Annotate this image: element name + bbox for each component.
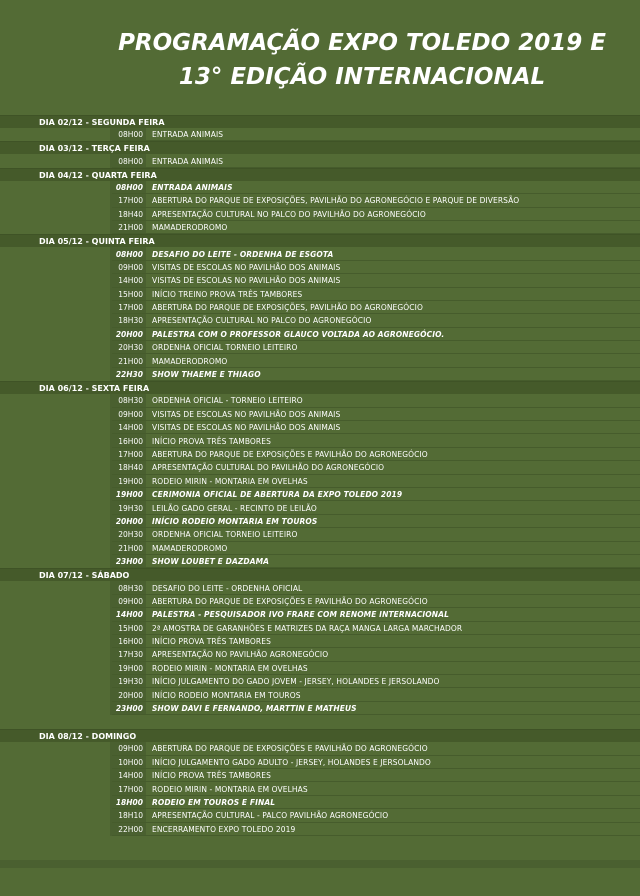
- time-cell: [0, 823, 150, 836]
- footer-bar: [0, 860, 640, 868]
- schedule-row: [0, 662, 640, 675]
- event-time: 18H40: [110, 208, 146, 221]
- time-cell: [0, 368, 150, 381]
- event-time: 14H00: [110, 421, 146, 434]
- event-text: INÍCIO PROVA TRÊS TAMBORES: [152, 637, 271, 647]
- time-cell: [0, 622, 150, 635]
- event-time: 14H00: [110, 769, 146, 782]
- schedule-row: [0, 542, 640, 555]
- event-text: MAMADERODROMO: [152, 223, 228, 233]
- time-cell: [0, 635, 150, 648]
- event-text: ORDENHA OFICIAL TORNEIO LEITEIRO: [152, 530, 298, 540]
- event-time: 17H00: [110, 194, 146, 207]
- time-cell: [0, 221, 150, 234]
- event-text: PALESTRA COM O PROFESSOR GLAUCO VOLTADA AO AGRONEGÓCIO.: [152, 329, 445, 339]
- event-text: APRESENTAÇÃO CULTURAL NO PALCO DO PAVILHÃO DO AGRONEGÓCIO: [152, 209, 426, 219]
- event-time: 08H00: [110, 181, 146, 194]
- schedule-row: [0, 368, 640, 381]
- event-text: MAMADERODROMO: [152, 356, 228, 366]
- time-cell: [0, 662, 150, 675]
- time-cell: [0, 528, 150, 541]
- event-time: 21H00: [110, 354, 146, 367]
- event-time: 16H00: [110, 434, 146, 447]
- schedule-row: [0, 288, 640, 301]
- title-line-2: 13° EDIÇÃO INTERNACIONAL: [178, 64, 546, 90]
- event-time: 21H00: [110, 542, 146, 555]
- time-cell: [0, 434, 150, 447]
- time-cell: [0, 394, 150, 407]
- event-text: CERIMONIA OFICIAL DE ABERTURA DA EXPO TOLEDO 2019: [152, 490, 403, 500]
- time-cell: [0, 488, 150, 501]
- event-time: 19H00: [110, 475, 146, 488]
- schedule-row: [0, 742, 640, 755]
- schedule-row: [0, 528, 640, 541]
- event-text: ABERTURA DO PARQUE DE EXPOSIÇÕES, PAVILHÃO DO AGRONEGÓCIO: [152, 303, 423, 313]
- event-time: 20H30: [110, 341, 146, 354]
- event-time: 17H00: [110, 301, 146, 314]
- time-cell: [0, 354, 150, 367]
- event-text: ABERTURA DO PARQUE DE EXPOSIÇÕES E PAVILHÃO DO AGRONEGÓCIO: [152, 596, 428, 606]
- day-header: DIA 07/12 - SÁBADO: [0, 568, 640, 581]
- event-text: DESAFIO DO LEITE - ORDENHA DE ESGOTA: [152, 249, 334, 259]
- event-text: 2ª AMOSTRA DE GARANHÕES E MATRIZES DA RAÇA MANGA LARGA MARCHADOR: [152, 623, 463, 633]
- event-time: 08H00: [110, 247, 146, 260]
- event-text: VISITAS DE ESCOLAS NO PAVILHÃO DOS ANIMAIS: [152, 423, 341, 433]
- schedule-row: [0, 261, 640, 274]
- schedule-row: [0, 675, 640, 688]
- event-text: RODEIO EM TOUROS E FINAL: [152, 797, 276, 807]
- event-time: 08H30: [110, 581, 146, 594]
- time-cell: [0, 461, 150, 474]
- schedule-row: [0, 341, 640, 354]
- time-cell: [0, 769, 150, 782]
- event-text: RODEIO MIRIN - MONTARIA EM OVELHAS: [152, 476, 308, 486]
- time-cell: [0, 154, 150, 167]
- schedule-row: [0, 247, 640, 260]
- schedule-row: [0, 221, 640, 234]
- event-text: INÍCIO RODEIO MONTARIA EM TOUROS: [152, 516, 318, 526]
- event-time: 23H00: [110, 555, 146, 568]
- event-text: VISITAS DE ESCOLAS NO PAVILHÃO DOS ANIMAIS: [152, 262, 341, 272]
- event-time: 08H00: [110, 154, 146, 167]
- event-text: SHOW LOUBET E DAZDAMA: [152, 557, 270, 567]
- event-time: 17H00: [110, 448, 146, 461]
- event-text: LEILÃO GADO GERAL - RECINTO DE LEILÃO: [152, 503, 317, 513]
- schedule-row: [0, 608, 640, 621]
- time-cell: [0, 581, 150, 594]
- event-time: 10H00: [110, 756, 146, 769]
- day-spacer: [0, 715, 640, 729]
- event-text: ENTRADA ANIMAIS: [152, 182, 233, 192]
- event-time: 22H00: [110, 823, 146, 836]
- time-cell: [0, 608, 150, 621]
- time-cell: [0, 328, 150, 341]
- event-time: 19H30: [110, 675, 146, 688]
- event-text: ORDENHA OFICIAL TORNEIO LEITEIRO: [152, 343, 298, 353]
- schedule-row: [0, 328, 640, 341]
- event-time: 17H30: [110, 648, 146, 661]
- schedule-row: [0, 823, 640, 836]
- time-cell: [0, 756, 150, 769]
- event-time: 15H00: [110, 622, 146, 635]
- event-text: ENCERRAMENTO EXPO TOLEDO 2019: [152, 824, 296, 834]
- time-cell: [0, 448, 150, 461]
- schedule-row: [0, 421, 640, 434]
- schedule-row: [0, 648, 640, 661]
- schedule-row: [0, 796, 640, 809]
- event-time: 22H30: [110, 368, 146, 381]
- schedule-row: [0, 756, 640, 769]
- time-cell: [0, 301, 150, 314]
- event-text: SHOW DAVI E FERNANDO, MARTTIN E MATHEUS: [152, 704, 357, 714]
- event-text: RODEIO MIRIN - MONTARIA EM OVELHAS: [152, 784, 308, 794]
- schedule-row: [0, 301, 640, 314]
- schedule-row: [0, 128, 640, 141]
- day-header: DIA 06/12 - SEXTA FEIRA: [0, 381, 640, 394]
- event-time: 20H00: [110, 688, 146, 701]
- event-text: INÍCIO PROVA TRÊS TAMBORES: [152, 436, 271, 446]
- schedule-row: [0, 515, 640, 528]
- schedule-row: [0, 501, 640, 514]
- schedule-row: [0, 635, 640, 648]
- event-text: APRESENTAÇÃO CULTURAL - PALCO PAVILHÃO AGRONEGÓCIO: [152, 811, 389, 821]
- page-title: [0, 26, 640, 94]
- event-time: 09H00: [110, 595, 146, 608]
- time-cell: [0, 421, 150, 434]
- schedule-row: [0, 461, 640, 474]
- time-cell: [0, 181, 150, 194]
- event-text: ABERTURA DO PARQUE DE EXPOSIÇÕES E PAVILHÃO DO AGRONEGÓCIO: [152, 450, 428, 459]
- event-time: 20H00: [110, 515, 146, 528]
- time-cell: [0, 408, 150, 421]
- event-text: RODEIO MIRIN - MONTARIA EM OVELHAS: [152, 663, 308, 673]
- schedule-row: [0, 555, 640, 568]
- schedule-row: [0, 622, 640, 635]
- event-text: ENTRADA ANIMAIS: [152, 156, 224, 166]
- schedule-row: [0, 782, 640, 795]
- title-line-1: PROGRAMAÇÃO EXPO TOLEDO 2019 E: [118, 30, 606, 56]
- event-text: INÍCIO PROVA TRÊS TAMBORES: [152, 771, 271, 781]
- schedule-row: [0, 475, 640, 488]
- event-text: VISITAS DE ESCOLAS NO PAVILHÃO DOS ANIMAIS: [152, 409, 341, 419]
- schedule-row: [0, 769, 640, 782]
- time-cell: [0, 742, 150, 755]
- event-time: 09H00: [110, 261, 146, 274]
- event-text: VISITAS DE ESCOLAS NO PAVILHÃO DOS ANIMAIS: [152, 276, 341, 286]
- event-time: 18H40: [110, 461, 146, 474]
- schedule-row: [0, 434, 640, 447]
- time-cell: [0, 288, 150, 301]
- event-text: INÍCIO JULGAMENTO DO GADO JOVEM - JERSEY, HOLANDES E JERSOLANDO: [152, 677, 440, 687]
- event-time: 08H00: [110, 128, 146, 141]
- event-text: INÍCIO TREINO PROVA TRÊS TAMBORES: [152, 289, 303, 299]
- event-time: 18H00: [110, 796, 146, 809]
- event-time: 21H00: [110, 221, 146, 234]
- day-header: DIA 05/12 - QUINTA FEIRA: [0, 234, 640, 247]
- time-cell: [0, 595, 150, 608]
- time-cell: [0, 555, 150, 568]
- schedule-row: [0, 702, 640, 715]
- event-text: ENTRADA ANIMAIS: [152, 130, 224, 140]
- time-cell: [0, 247, 150, 260]
- schedule-row: [0, 581, 640, 594]
- time-cell: [0, 261, 150, 274]
- event-time: 23H00: [110, 702, 146, 715]
- event-time: 18H10: [110, 809, 146, 822]
- event-text: INÍCIO RODEIO MONTARIA EM TOUROS: [152, 690, 301, 700]
- event-time: 20H30: [110, 528, 146, 541]
- schedule-row: [0, 194, 640, 207]
- schedule: [0, 115, 640, 836]
- time-cell: [0, 314, 150, 327]
- day-header: DIA 02/12 - SEGUNDA FEIRA: [0, 115, 640, 128]
- event-time: 09H00: [110, 742, 146, 755]
- event-time: 17H00: [110, 782, 146, 795]
- event-time: 20H00: [110, 328, 146, 341]
- time-cell: [0, 809, 150, 822]
- event-time: 16H00: [110, 635, 146, 648]
- day-header: DIA 04/12 - QUARTA FEIRA: [0, 168, 640, 181]
- time-cell: [0, 341, 150, 354]
- event-text: APRESENTAÇÃO NO PAVILHÃO AGRONEGÓCIO: [152, 650, 329, 660]
- time-cell: [0, 782, 150, 795]
- time-cell: [0, 194, 150, 207]
- time-cell: [0, 648, 150, 661]
- time-cell: [0, 688, 150, 701]
- schedule-row: [0, 394, 640, 407]
- event-text: MAMADERODROMO: [152, 543, 228, 553]
- event-time: 18H30: [110, 314, 146, 327]
- schedule-row: [0, 354, 640, 367]
- schedule-row: [0, 408, 640, 421]
- event-text: APRESENTAÇÃO CULTURAL DO PAVILHÃO DO AGRONEGÓCIO: [152, 463, 385, 473]
- event-time: 19H00: [110, 488, 146, 501]
- event-text: APRESENTAÇÃO CULTURAL NO PALCO DO AGRONEGÓCIO: [152, 316, 372, 326]
- schedule-row: [0, 181, 640, 194]
- time-cell: [0, 675, 150, 688]
- time-cell: [0, 501, 150, 514]
- schedule-row: [0, 314, 640, 327]
- event-text: ABERTURA DO PARQUE DE EXPOSIÇÕES, PAVILHÃO DO AGRONEGÓCIO E PARQUE DE DIVERSÃO: [152, 196, 520, 206]
- event-text: ABERTURA DO PARQUE DE EXPOSIÇÕES E PAVILHÃO DO AGRONEGÓCIO: [152, 744, 428, 754]
- event-text: SHOW THAEME E THIAGO: [152, 370, 261, 380]
- time-cell: [0, 515, 150, 528]
- event-time: 19H00: [110, 662, 146, 675]
- schedule-row: [0, 274, 640, 287]
- event-text: PALESTRA - PESQUISADOR IVO FRARE COM RENOME INTERNACIONAL: [152, 610, 449, 620]
- time-cell: [0, 796, 150, 809]
- time-cell: [0, 208, 150, 221]
- schedule-row: [0, 488, 640, 501]
- time-cell: [0, 702, 150, 715]
- event-text: INÍCIO JULGAMENTO GADO ADULTO - JERSEY, HOLANDES E JERSOLANDO: [152, 757, 431, 767]
- day-header: DIA 03/12 - TERÇA FEIRA: [0, 141, 640, 154]
- time-cell: [0, 475, 150, 488]
- event-time: 19H30: [110, 501, 146, 514]
- time-cell: [0, 274, 150, 287]
- schedule-row: [0, 448, 640, 461]
- schedule-row: [0, 809, 640, 822]
- event-time: 14H00: [110, 608, 146, 621]
- day-header: DIA 08/12 - DOMINGO: [0, 729, 640, 742]
- event-time: 09H00: [110, 408, 146, 421]
- event-time: 15H00: [110, 288, 146, 301]
- schedule-row: [0, 154, 640, 167]
- event-time: 08H30: [110, 394, 146, 407]
- time-cell: [0, 542, 150, 555]
- event-text: ORDENHA OFICIAL - TORNEIO LEITEIRO: [152, 396, 303, 406]
- event-text: DESAFIO DO LEITE - ORDENHA OFICIAL: [152, 583, 303, 593]
- schedule-row: [0, 595, 640, 608]
- time-cell: [0, 128, 150, 141]
- event-time: 14H00: [110, 274, 146, 287]
- schedule-row: [0, 208, 640, 221]
- schedule-row: [0, 688, 640, 701]
